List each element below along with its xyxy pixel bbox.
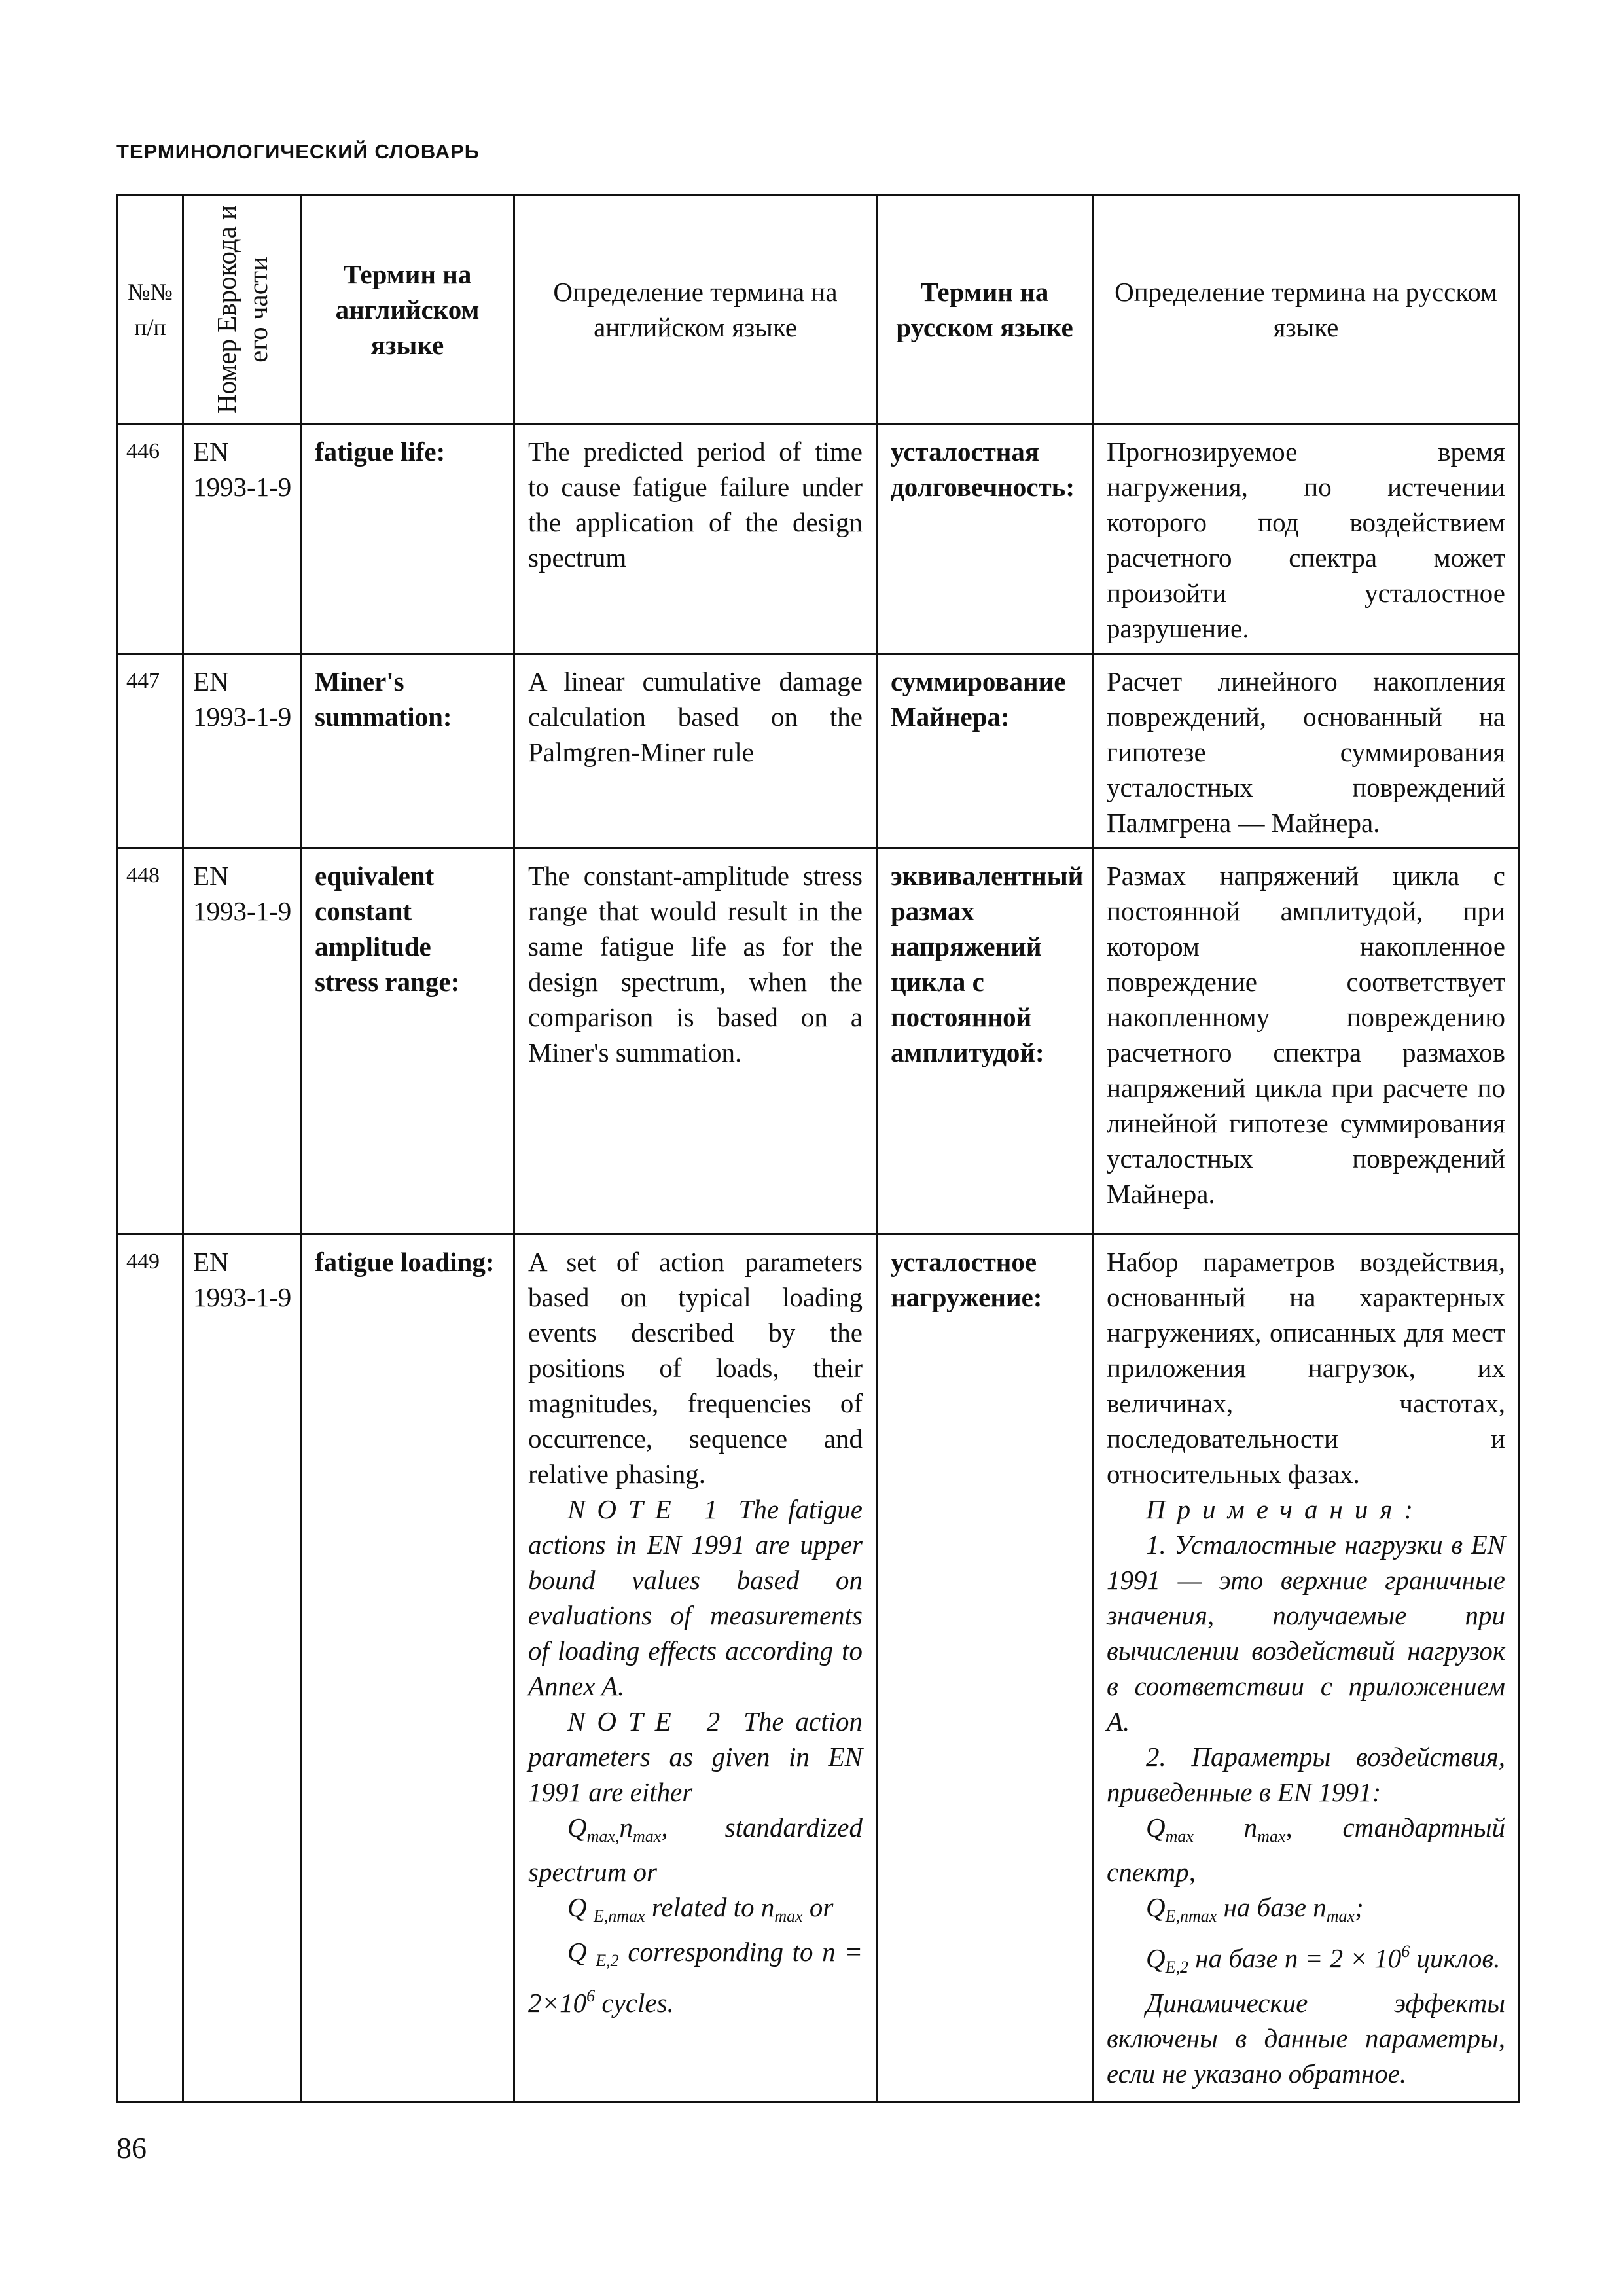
table-row bbox=[118, 848, 1520, 1234]
term-en: fatigue life: bbox=[301, 424, 514, 654]
definition-en: The predicted period of time to cause fatigue failure under the application of the design spectrum bbox=[514, 424, 877, 654]
table-header-row bbox=[118, 196, 1520, 424]
term-ru: суммирование Майнера: bbox=[877, 654, 1093, 848]
note-2-en: NOTE 2 The action parameters as given in EN 1991 are either bbox=[528, 1706, 863, 1807]
col-header-term-ru: Термин на русском языке bbox=[877, 196, 1093, 424]
col-header-term-en: Термин на английском языке bbox=[301, 196, 514, 424]
row-number: 446 bbox=[118, 424, 183, 654]
table-row bbox=[118, 424, 1520, 654]
note-2-ru-item-2: $Q_{E,nmax}$ на базе $n_{max}$; bbox=[1146, 1892, 1364, 1926]
note-2-en-item-2: Q $_{E,nmax}$ related to $n_{max}$ or bbox=[567, 1892, 834, 1926]
table-row bbox=[118, 654, 1520, 848]
note-2-en-item-1: $Q_{max,}n_{max}$, standardized spectrum or bbox=[528, 1812, 863, 1887]
definition-ru: Прогнозируемое время нагружения, по истечении которого под воздействием расчетного спектра может произойти усталостное разрушение. bbox=[1093, 424, 1520, 654]
col-header-def-ru: Определение термина на русском языке bbox=[1093, 196, 1520, 424]
definition-ru: Расчет линейного накопления повреждений, основанный на гипотезе суммирования усталостных повреждений Палмгрена — Майнера. bbox=[1093, 654, 1520, 848]
definition-ru bbox=[1093, 1234, 1520, 2102]
definition-en bbox=[514, 1234, 877, 2102]
term-ru: усталостная долговечность: bbox=[877, 424, 1093, 654]
definition-en: A linear cumulative damage calculation based on the Palmgren-Miner rule bbox=[514, 654, 877, 848]
term-en: Miner's summation: bbox=[301, 654, 514, 848]
term-ru: эквивалентный размах напряжений цикла с постоянной амплитудой: bbox=[877, 848, 1093, 1234]
note-final-ru: Динамические эффекты включены в данные параметры, если не указано обратное. bbox=[1107, 1988, 1505, 2089]
col-header-part: Номер Еврокода и его части bbox=[183, 196, 301, 424]
page-number: 86 bbox=[116, 2131, 147, 2164]
eurocode-part: EN 1993-1-9 bbox=[183, 1234, 301, 2102]
note-2-ru: 2. Параметры воздействия, приведенные в EN 1991: bbox=[1107, 1742, 1505, 1807]
row-number: 449 bbox=[118, 1234, 183, 2102]
note-1-ru: 1. Усталостные нагрузки в EN 1991 — это верхние граничные значения, получаемые при вычислении воздействий нагрузок в соответствии с приложением А. bbox=[1107, 1530, 1505, 1736]
glossary-table bbox=[116, 194, 1520, 2103]
row-number: 447 bbox=[118, 654, 183, 848]
table-row bbox=[118, 1234, 1520, 2102]
term-en: equivalent constant amplitude stress range: bbox=[301, 848, 514, 1234]
definition-ru: Размах напряжений цикла с постоянной амплитудой, при котором накопленное повреждение соответствует накопленному повреждению расчетного спектра размахов напряжений цикла при расчете по линейной гипотезе суммирования усталостных повреждений Майнера. bbox=[1093, 848, 1520, 1234]
note-1-en: NOTE 1 The fatigue actions in EN 1991 are upper bound values based on evaluations of measurements of loading effects according to Annex A. bbox=[528, 1494, 863, 1701]
definition-ru-main: Набор параметров воздействия, основанный на характерных нагружениях, описанных для мест приложения нагрузок, их величинах, частотах, последовательности и относительных фазах. bbox=[1107, 1247, 1505, 1489]
col-header-num: №№ п/п bbox=[118, 196, 183, 424]
eurocode-part: EN 1993-1-9 bbox=[183, 848, 301, 1234]
note-2-ru-item-1: $Q_{max}$ $n_{max}$, стандартный спектр, bbox=[1107, 1812, 1506, 1887]
note-2-ru-item-3: $Q_{E,2}$ на базе $n = 2 \times 10^6$ циклов. bbox=[1146, 1942, 1501, 1977]
term-en: fatigue loading: bbox=[301, 1234, 514, 2102]
definition-en-main: A set of action parameters based on typical loading events described by the positions of loads, their magnitudes, frequencies of occurrence, sequence and relative phasing. bbox=[528, 1247, 863, 1489]
row-number: 448 bbox=[118, 848, 183, 1234]
eurocode-part: EN 1993-1-9 bbox=[183, 654, 301, 848]
note-2-en-item-3: Q $_{E,2}$ corresponding to $n = 2\times 10^6$ cycles. bbox=[528, 1937, 863, 2018]
col-header-def-en: Определение термина на английском языке bbox=[514, 196, 877, 424]
eurocode-part: EN 1993-1-9 bbox=[183, 424, 301, 654]
term-ru: усталостное нагружение: bbox=[877, 1234, 1093, 2102]
definition-en: The constant-amplitude stress range that would result in the same fatigue life as for the design spectrum, when the comparison is based on a Miner's summation. bbox=[514, 848, 877, 1234]
notes-label-ru: Примечания: bbox=[1146, 1494, 1425, 1524]
page-header: ТЕРМИНОЛОГИЧЕСКИЙ СЛОВАРЬ bbox=[116, 140, 480, 163]
